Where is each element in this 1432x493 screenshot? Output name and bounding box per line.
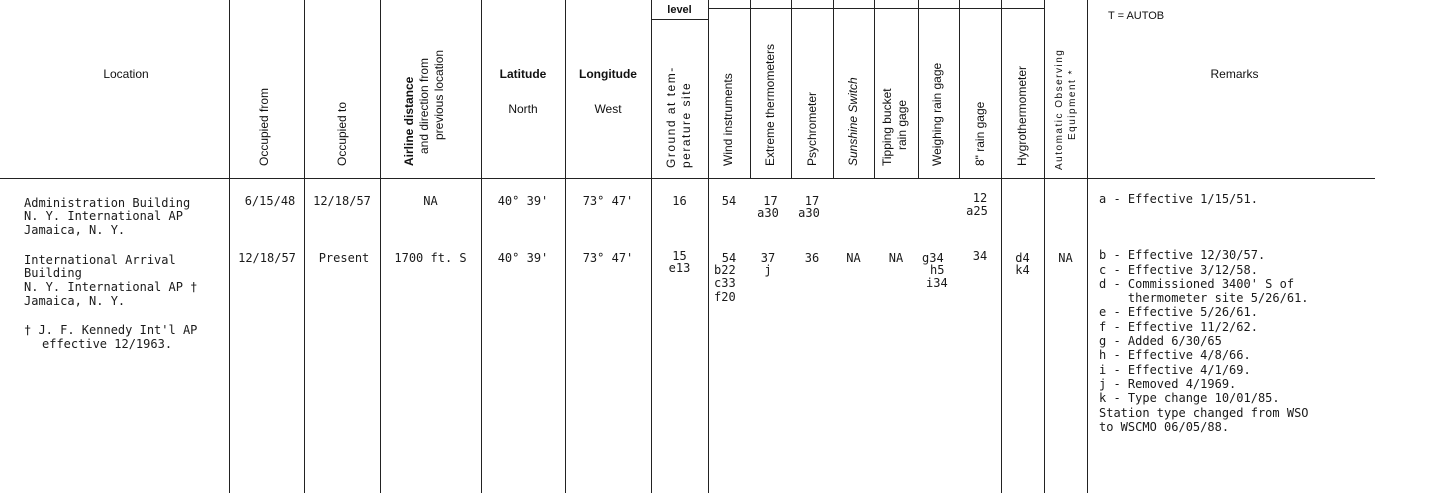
occupied-to-header: Occupied to: [335, 101, 349, 166]
remark-d: d - Commissioned 3400' S of: [1099, 276, 1295, 291]
col-divider: [750, 0, 751, 178]
sunshine-switch-header: Sunshine Switch: [846, 77, 860, 166]
location-header: Location: [103, 67, 149, 81]
remark-station-type-2: to WSCMO 06/05/88.: [1099, 419, 1230, 434]
col-divider: [651, 0, 652, 493]
airline-distance-header-2: and direction from: [417, 57, 431, 154]
row2-eight-inch: 34: [972, 249, 988, 263]
row2-longitude: 73° 47': [582, 251, 634, 265]
weighing-rain-gage-header: Weighing rain gage: [930, 62, 944, 166]
row1-eight-inch-2: a25: [966, 204, 988, 218]
row1-location-2: N. Y. International AP: [24, 209, 183, 223]
remark-a: a - Effective 1/15/51.: [1099, 192, 1258, 206]
sea-level-header: level: [667, 4, 692, 16]
row2-wind-4: f20: [714, 290, 736, 304]
extreme-thermometers-header: Extreme thermometers: [763, 43, 777, 166]
row2-psychrometer: 36: [804, 251, 820, 265]
row2-extreme-2: j: [764, 263, 772, 277]
latitude-header: Latitude: [499, 67, 547, 81]
col-divider: [918, 0, 919, 178]
row1-psychrometer-2: a30: [798, 206, 820, 220]
remarks-list: [1099, 192, 1309, 434]
col-divider: [1001, 0, 1002, 493]
row1-eight-inch-1: 12: [972, 191, 988, 205]
col-divider: [833, 0, 834, 178]
airline-distance-header-3: previous location: [432, 49, 446, 140]
remark-e: e - Effective 5/26/61.: [1099, 305, 1258, 320]
row1-longitude: 73° 47': [582, 194, 634, 208]
remark-h: h - Effective 4/8/66.: [1099, 348, 1251, 363]
longitude-header: Longitude: [579, 67, 637, 81]
airline-distance-header-1: Airline distance: [402, 76, 416, 166]
hygrothermometer-header: Hygrothermometer: [1015, 65, 1029, 166]
row2-wind-1: 54: [721, 251, 737, 265]
row2-latitude: 40° 39': [497, 251, 549, 265]
automatic-equipment-header-1: Automatic Observing: [1054, 48, 1065, 170]
row1-ground-temp: 16: [672, 194, 687, 208]
row2-wind-2: b22: [714, 263, 736, 277]
footnote-line-1: † J. F. Kennedy Int'l AP: [24, 323, 198, 337]
row2-hygro-1: d4: [1015, 251, 1030, 265]
row2-ground-temp-2: e13: [668, 261, 691, 275]
row1-extreme-2: a30: [757, 206, 779, 220]
col-divider: [708, 0, 709, 493]
row1-wind: 54: [721, 194, 737, 208]
row1-location-3: Jamaica, N. Y.: [24, 223, 126, 237]
col-divider: [304, 0, 305, 493]
ground-temp-header-2: perature site: [679, 81, 693, 168]
row2-tipping: NA: [888, 251, 904, 265]
row2-sunshine: NA: [846, 251, 861, 265]
remark-b: b - Effective 12/30/57.: [1099, 248, 1266, 263]
row2-ground-temp-1: 15: [672, 249, 687, 263]
tipping-bucket-header-1: Tipping bucket: [880, 88, 894, 166]
col-divider: [791, 0, 792, 178]
remark-g: g - Added 6/30/65: [1099, 334, 1222, 349]
row1-psychrometer-1: 17: [804, 194, 820, 208]
row1-location-1: Administration Building: [24, 196, 191, 210]
north-header: North: [508, 102, 538, 116]
remarks-header: Remarks: [1210, 67, 1259, 81]
remark-d-cont: thermometer site 5/26/61.: [1099, 291, 1309, 306]
ground-temp-header-1: Ground at tem-: [664, 66, 678, 168]
remark-f: f - Effective 11/2/62.: [1099, 319, 1258, 334]
row2-location-4: Jamaica, N. Y.: [24, 294, 126, 308]
west-header: West: [594, 102, 622, 116]
remark-station-type-1: Station type changed from WSO: [1099, 405, 1309, 420]
row2-occupied-from: 12/18/57: [238, 251, 296, 265]
col-divider: [959, 0, 960, 178]
row1-extreme-1: 17: [763, 194, 778, 208]
ground-group-underline: [708, 8, 1044, 9]
remark-j: j - Removed 4/1969.: [1099, 376, 1237, 391]
sea-level-underline: [651, 19, 708, 20]
row2-location-1: International Arrival: [24, 253, 176, 267]
legend-autob: T = AUTOB: [1108, 10, 1165, 22]
row2-weighing-1: g34: [922, 251, 944, 265]
row1-latitude: 40° 39': [497, 194, 549, 208]
row2-weighing-2: h5: [930, 263, 945, 277]
psychrometer-header: Psychrometer: [805, 91, 819, 166]
col-divider: [874, 0, 875, 178]
row2-airline-distance: 1700 ft. S: [394, 251, 467, 265]
row2-wind-3: c33: [714, 276, 736, 290]
row1-occupied-to: 12/18/57: [313, 194, 371, 208]
remark-k: k - Type change 10/01/85.: [1099, 391, 1280, 406]
row2-automatic: NA: [1058, 251, 1073, 265]
row2-location-2: Building: [24, 266, 82, 280]
header-bottom-rule: [0, 178, 1375, 179]
col-divider: [380, 0, 381, 493]
row1-occupied-from: 6/15/48: [244, 194, 296, 208]
occupied-from-header: Occupied from: [257, 87, 271, 166]
tipping-bucket-header-2: rain gage: [895, 99, 909, 150]
row2-extreme-1: 37: [760, 251, 776, 265]
row2-location-3: N. Y. International AP †: [24, 280, 198, 294]
remark-c: c - Effective 3/12/58.: [1099, 262, 1258, 277]
eight-inch-rain-gage-header: 8" rain gage: [973, 101, 987, 166]
row2-weighing-3: i34: [926, 276, 948, 290]
row1-airline-distance: NA: [423, 194, 438, 208]
row2-occupied-to: Present: [318, 251, 370, 265]
wind-instruments-header: Wind instruments: [721, 73, 735, 166]
footnote-line-2: effective 12/1963.: [42, 337, 173, 351]
automatic-equipment-header-2: Equipment *: [1067, 69, 1078, 140]
remark-i: i - Effective 4/1/69.: [1099, 362, 1251, 377]
row2-hygro-2: k4: [1015, 263, 1030, 277]
col-divider: [1044, 0, 1045, 493]
